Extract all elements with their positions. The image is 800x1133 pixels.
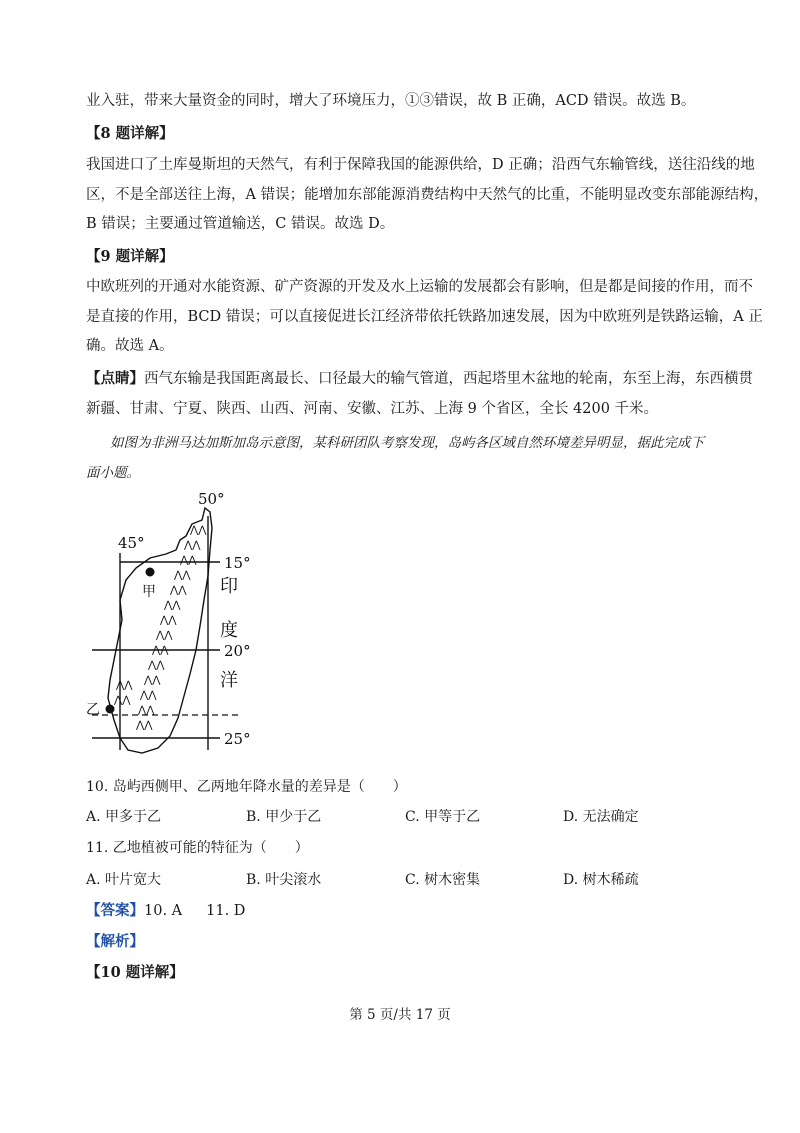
mountain-icon: ⋀⋀ <box>152 645 169 656</box>
q10-option-c: C. 甲等于乙 <box>405 809 481 825</box>
mountain-icon: ⋀⋀ <box>140 690 157 701</box>
answer-line <box>86 901 245 921</box>
mountain-icon: ⋀⋀ <box>138 705 155 716</box>
q11-option-d: D. 树木稀疏 <box>563 872 639 888</box>
mountain-icon: ⋀⋀ <box>170 585 187 596</box>
mountain-icon: ⋀⋀ <box>144 675 161 686</box>
text-q9-line-3: 确。故选 A。 <box>86 338 174 354</box>
text-q8-line-1: 我国进口了土库曼斯坦的天然气，有利于保障我国的能源供给，D 正确；沿西气东输管线，送往沿线的地 <box>86 157 755 173</box>
label-ocean-1: 印 <box>220 576 238 597</box>
mountain-icon: ⋀⋀ <box>160 615 177 626</box>
q11-option-a: A. 叶片宽大 <box>86 872 162 888</box>
label-point-jia: 甲 <box>142 584 156 600</box>
mountain-icon: ⋀⋀ <box>180 555 197 566</box>
heading-q9: 【9 题详解】 <box>86 248 174 265</box>
label-point-yi: 乙 <box>86 702 100 718</box>
mountain-icon: ⋀⋀ <box>190 525 207 536</box>
text-q8-line-2: 区，不是全部送往上海，A 错误；能增加东部能源消费结构中天然气的比重，不能明显改变东部能源结构， <box>86 187 769 203</box>
heading-q8: 【8 题详解】 <box>86 125 174 142</box>
q11-option-b: B. 叶尖滚水 <box>246 872 322 888</box>
dianjing-text: 西气东输是我国距离最长、口径最大的输气管道，西起塔里木盆地的轮南，东至上海，东西横贯 <box>144 371 753 387</box>
q10-option-a: A. 甲多于乙 <box>86 809 162 825</box>
label-25-degree: 25° <box>224 730 251 748</box>
label-50-degree: 50° <box>198 490 225 508</box>
page-footer: 第 5 页/共 17 页 <box>349 1007 451 1023</box>
madagascar-map <box>80 488 280 758</box>
mountain-icon: ⋀⋀ <box>174 570 191 581</box>
intro-line-2: 面小题。 <box>86 465 140 481</box>
answer-tag: 【答案】 <box>86 902 144 919</box>
heading-q10: 【10 题详解】 <box>86 964 184 981</box>
mountain-icon: ⋀⋀ <box>184 540 201 551</box>
q10-option-d: D. 无法确定 <box>563 809 639 825</box>
text-dianjing-line-1 <box>86 369 753 389</box>
question-10-stem: 10. 岛屿西侧甲、乙两地年降水量的差异是（ ） <box>86 779 407 795</box>
mountain-icon: ⋀⋀ <box>114 695 131 706</box>
dianjing-tag: 【点睛】 <box>86 370 144 387</box>
text-dianjing-line-2: 新疆、甘肃、宁夏、陕西、山西、河南、安徽、江苏、上海 9 个省区，全长 4200 千米。 <box>86 401 659 417</box>
answer-11: 11. D <box>206 903 246 919</box>
intro-line-1: 如图为非洲马达加斯加岛示意图，某科研团队考察发现，岛屿各区域自然环境差异明显，据此完成下 <box>110 435 704 451</box>
answer-10: 10. A <box>144 903 183 919</box>
text-q9-line-1: 中欧班列的开通对水能资源、矿产资源的开发及水上运输的发展都会有影响，但是都是间接的作用，而不 <box>86 279 753 295</box>
point-yi-marker <box>106 705 115 714</box>
label-15-degree: 15° <box>224 554 251 572</box>
mountain-icon: ⋀⋀ <box>136 720 153 731</box>
question-11-stem: 11. 乙地植被可能的特征为（ ） <box>86 840 309 856</box>
text-line-1: 业入驻，带来大量资金的同时，增大了环境压力，①③错误，故 B 正确，ACD 错误。故选 B。 <box>86 93 696 109</box>
label-ocean-3: 洋 <box>220 670 238 691</box>
label-45-degree: 45° <box>118 534 145 552</box>
label-ocean-2: 度 <box>220 620 238 641</box>
mountain-icon: ⋀⋀ <box>164 600 181 611</box>
text-q9-line-2: 是直接的作用，BCD 错误；可以直接促进长江经济带依托铁路加速发展，因为中欧班列是铁路运输，A 正 <box>86 309 763 325</box>
mountain-icon: ⋀⋀ <box>156 630 173 641</box>
point-jia-marker <box>146 568 155 577</box>
label-20-degree: 20° <box>224 642 251 660</box>
text-q8-line-3: B 错误；主要通过管道输送，C 错误。故选 D。 <box>86 216 395 232</box>
q10-option-b: B. 甲少于乙 <box>246 809 322 825</box>
mountain-icon: ⋀⋀ <box>116 680 133 691</box>
mountain-icon: ⋀⋀ <box>148 660 165 671</box>
analysis-tag: 【解析】 <box>86 933 144 950</box>
q11-option-c: C. 树木密集 <box>405 872 481 888</box>
